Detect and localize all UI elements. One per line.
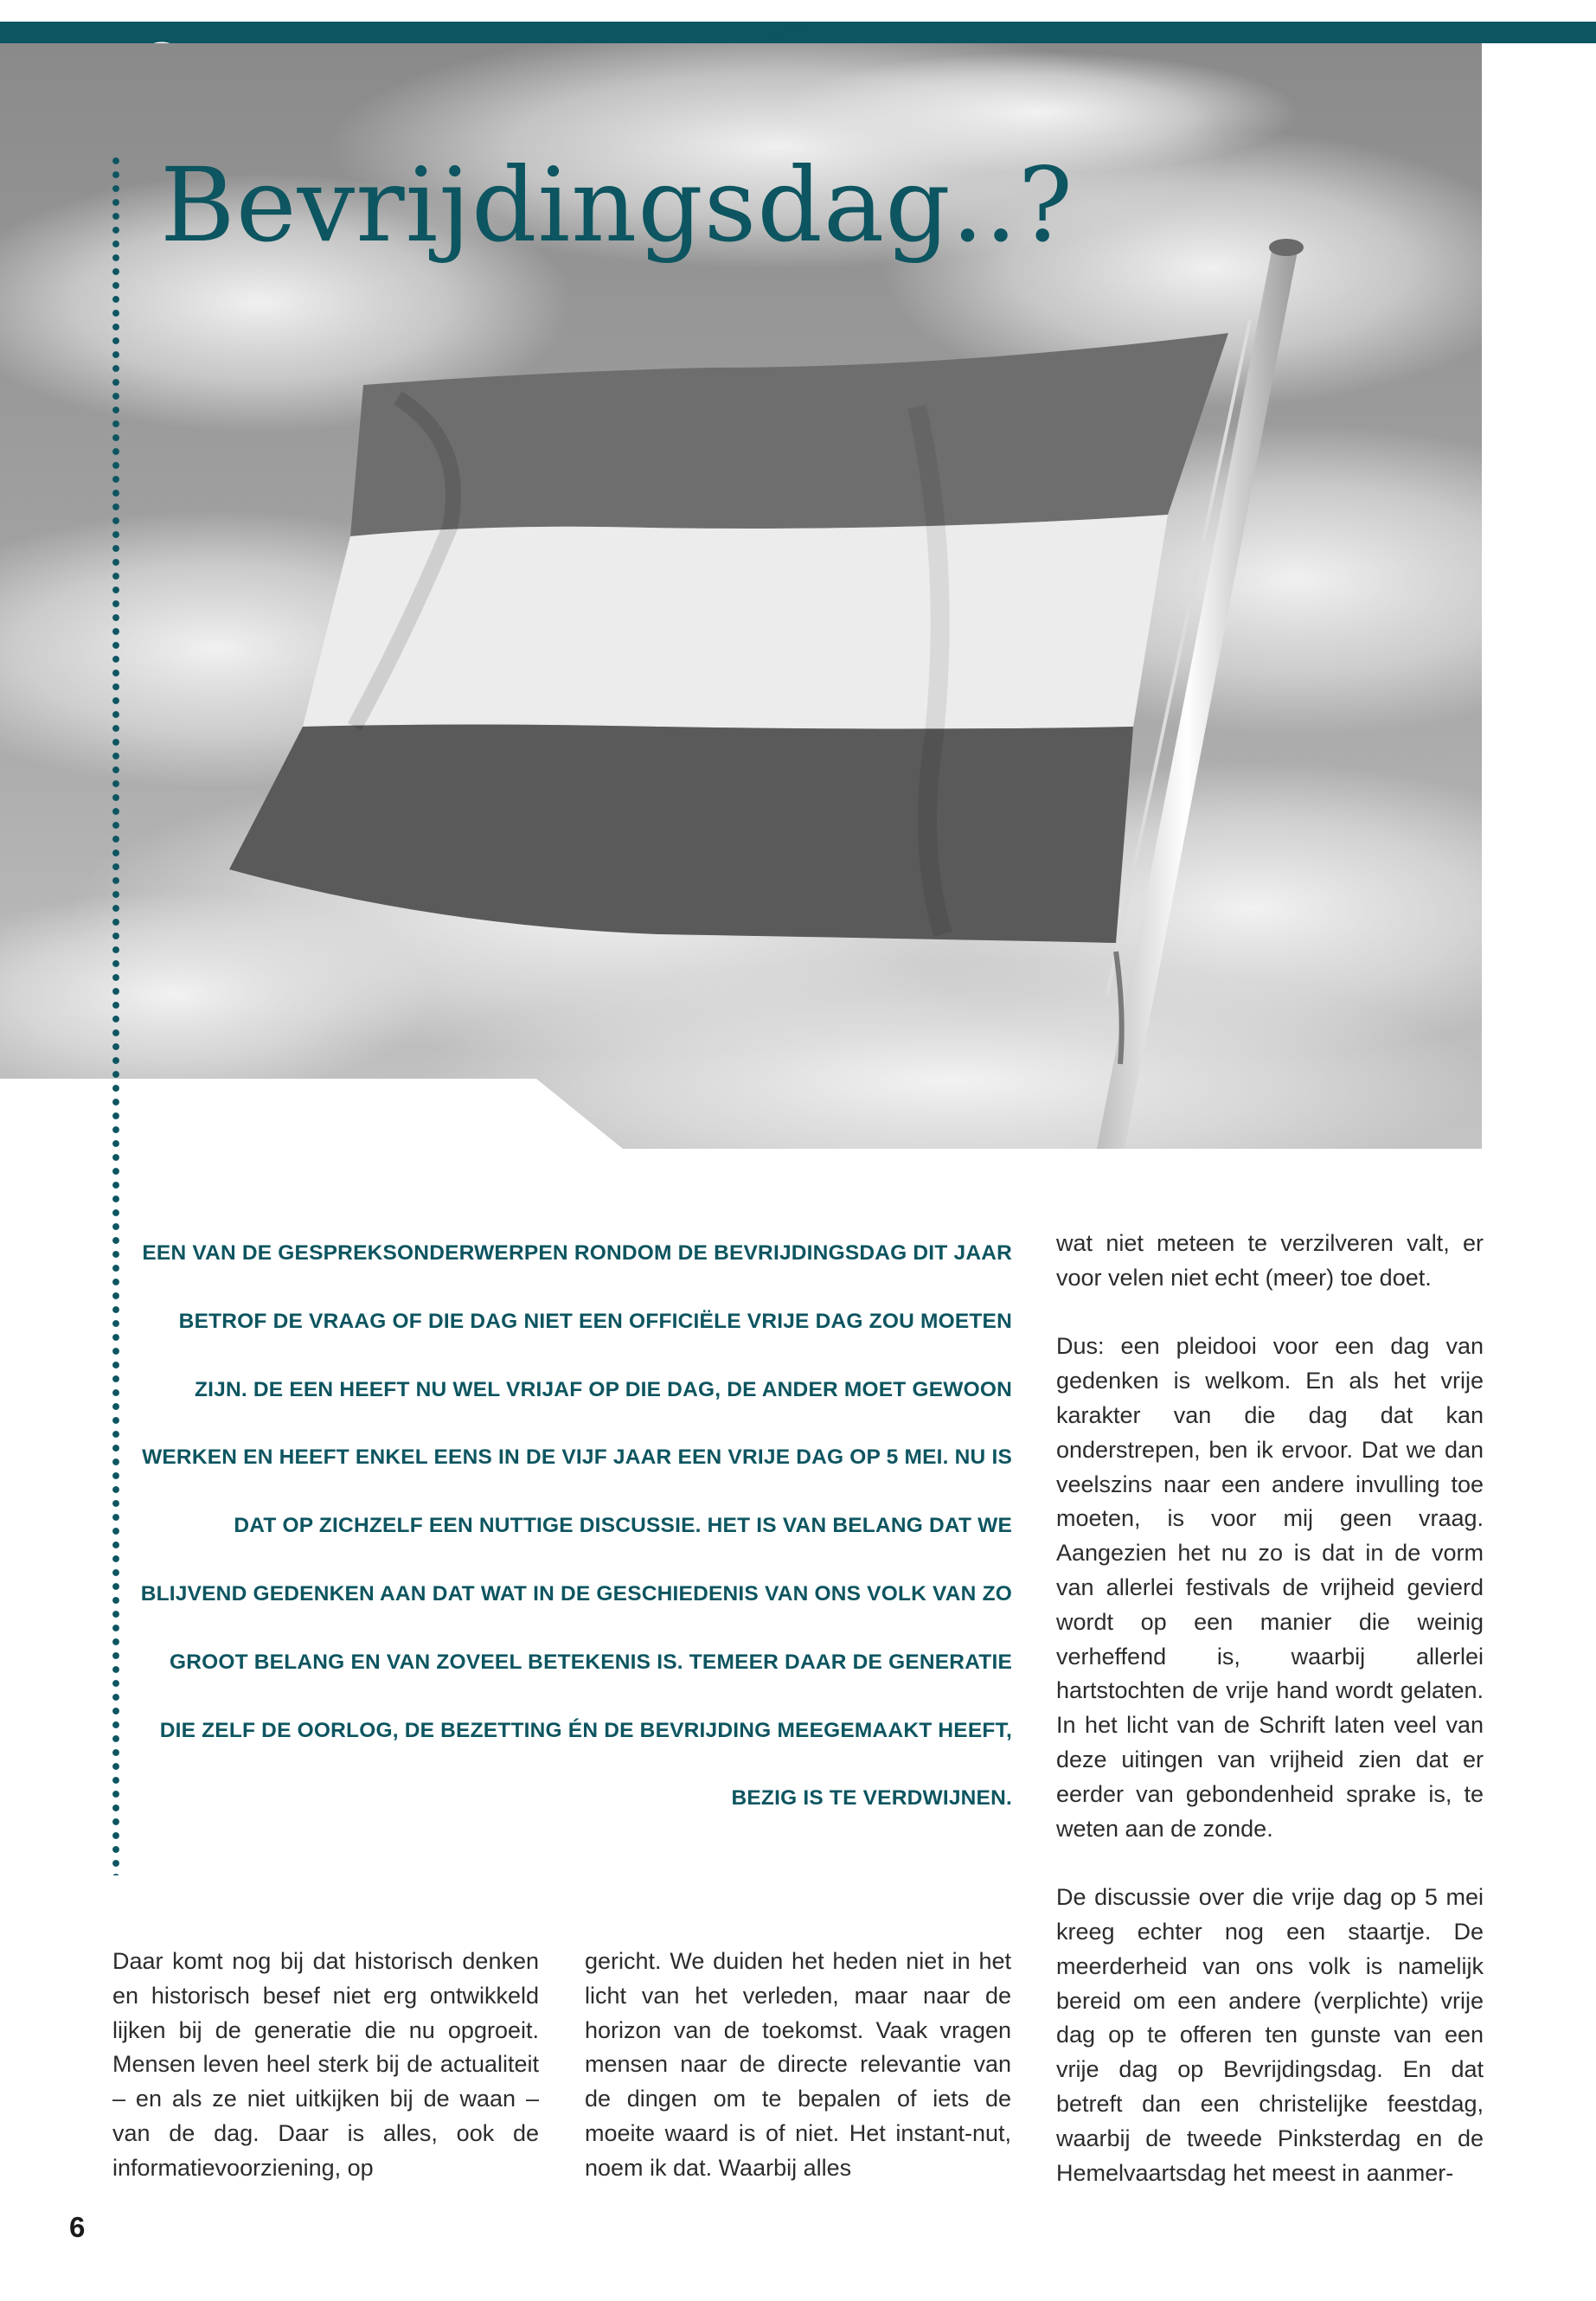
paragraph: wat niet meteen te verzilveren valt, er voor velen niet echt (meer) toe doet.	[1056, 1230, 1484, 1291]
page-title: Bevrijdingsdag..?	[160, 145, 1074, 265]
body-column-1	[112, 1945, 539, 2186]
article-lead: EEN VAN DE GESPREKSONDERWERPEN RONDOM DE BEVRIJDINGSDAG DIT JAAR BETROF DE VRAAG OF DIE DAG NIET EEN OFFICIËLE VRIJE DAG ZOU MOETEN ZIJN. DE EEN HEEFT NU WEL VRIJAF OP DIE DAG, DE ANDER MOET GEWOON WERKEN EN HEEFT ENKEL EENS IN DE VIJF JAAR EEN VRIJE DAG OP 5 MEI. NU IS DAT OP ZICHZELF EEN NUTTIGE DISCUSSIE. HET IS VAN BELANG DAT WE BLIJVEND GEDENKEN AAN DAT WAT IN DE GESCHIEDENIS VAN ONS VOLK VAN ZO GROOT BELANG EN VAN ZOVEEL BETEKENIS IS. TEMEER DAAR DE GENERATIE DIE ZELF DE OORLOG, DE BEZETTING ÉN DE BEVRIJDING MEEGEMAAKT HEEFT, BEZIG IS TE VERDWIJNEN.	[140, 1241, 1012, 1811]
paragraph: gericht. We duiden het heden niet in het licht van het verleden, maar naar de horizon van de toekomst. Vaak vragen mensen naar de directe relevantie van de dingen om te bepalen of iets de moeite waard is of niet. Het instant-nut, noem ik dat. Waarbij alles	[585, 1948, 1011, 2181]
dotted-divider	[112, 154, 119, 1875]
body-column-2	[585, 1945, 1011, 2186]
paragraph: De discussie over die vrije dag op 5 mei kreeg echter nog een staartje. De meerderheid van ons volk is namelijk bereid om een andere (verplichte) vrije dag op te offeren ten gunste van een vrije dag op Bevrijdingsdag. En dat betreft dan een christelijke feestdag, waarbij de tweede Pinksterdag en de Hemelvaartsdag het meest in aanmer-	[1056, 1884, 1484, 2186]
page-number: 6	[69, 2211, 86, 2243]
body-column-3	[1056, 1227, 1484, 2190]
paragraph: Daar komt nog bij dat historisch denken en historisch besef niet erg ontwikkeld lijken bij de generatie die nu opgroeit. Mensen leven heel sterk bij de actualiteit – en als ze niet uitkijken bij de waan – van de dag. Daar is alles, ook de informatievoorziening, op	[112, 1948, 539, 2181]
paragraph: Dus: een pleidooi voor een dag van gedenken is welkom. En als het vrije karakter van die dag dat kan onderstrepen, ben ik ervoor. Dat we dan veelszins naar een andere invulling toe moeten, is voor mij geen vraag. Aangezien het nu zo is dat in de vorm van allerlei festivals de vrijheid gevierd wordt op een manier die weinig verheffend is, waarbij allerlei hartstochten de vrije hand wordt gelaten. In het licht van de Schrift laten veel van deze uitingen van vrijheid zien dat er eerder van gebondenheid sprake is, te weten aan de zonde.	[1056, 1333, 1484, 1842]
